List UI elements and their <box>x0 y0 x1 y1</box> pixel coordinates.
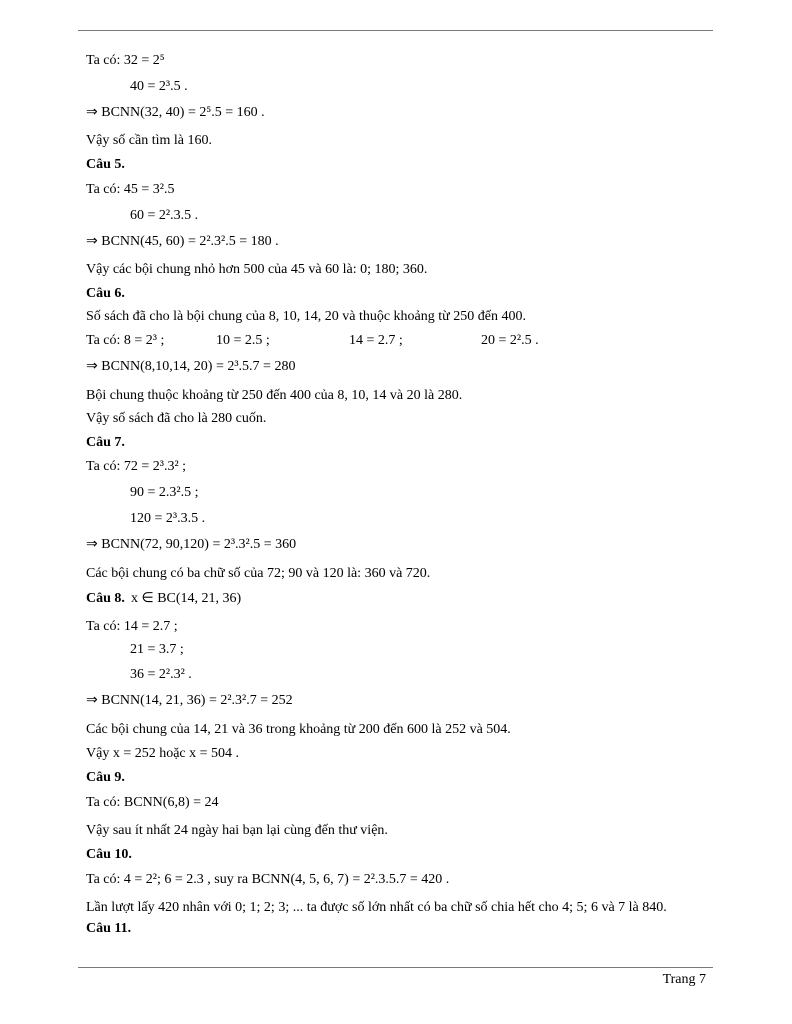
question-heading: Câu 8. <box>86 591 125 606</box>
question-heading: Câu 6. <box>86 286 125 301</box>
question-heading: Câu 7. <box>86 435 125 450</box>
text-line: x ∈ BC(14, 21, 36) <box>131 591 242 606</box>
text-line: Vậy x = 252 hoặc x = 504 . <box>86 746 240 761</box>
text-line: Ta có: 45 = 3².5 <box>86 182 175 197</box>
header-rule <box>78 30 713 31</box>
text-line: ⇒ BCNN(8,10,14, 20) = 2³.5.7 = 280 <box>86 359 296 374</box>
text-line: Vậy sau ít nhất 24 ngày hai bạn lại cùng đến thư viện. <box>86 823 388 838</box>
text-line: 10 = 2.5 ; <box>216 333 270 348</box>
text-line: Ta có: 4 = 2²; 6 = 2.3 , suy ra BCNN(4, 5, 6, 7) = 2².3.5.7 = 420 . <box>86 872 450 887</box>
text-line: 14 = 2.7 ; <box>349 333 403 348</box>
text-line: 60 = 2².3.5 . <box>130 208 199 223</box>
text-line: 36 = 2².3² . <box>130 667 192 682</box>
text-line: 20 = 2².5 . <box>481 333 539 348</box>
text-line: ⇒ BCNN(14, 21, 36) = 2².3².7 = 252 <box>86 693 293 708</box>
text-line: ⇒ BCNN(32, 40) = 2⁵.5 = 160 . <box>86 105 265 120</box>
text-line: Các bội chung có ba chữ số của 72; 90 và 120 là: 360 và 720. <box>86 566 431 581</box>
text-line: 21 = 3.7 ; <box>130 642 184 657</box>
text-line: Bội chung thuộc khoảng từ 250 đến 400 của 8, 10, 14 và 20 là 280. <box>86 388 463 403</box>
question-heading: Câu 9. <box>86 770 125 785</box>
text-line: Ta có: 14 = 2.7 ; <box>86 619 178 634</box>
page-number: Trang 7 <box>662 972 706 987</box>
text-line: Lần lượt lấy 420 nhân với 0; 1; 2; 3; ... ta được số lớn nhất có ba chữ số chia hết cho 4; 5; 6 và 7 là 840. <box>86 900 667 915</box>
footer-rule <box>78 967 713 968</box>
text-line: 40 = 2³.5 . <box>130 79 188 94</box>
text-line: 120 = 2³.3.5 . <box>130 511 206 526</box>
text-line: Ta có: BCNN(6,8) = 24 <box>86 795 219 810</box>
text-line: Ta có: 72 = 2³.3² ; <box>86 459 187 474</box>
question-heading: Câu 5. <box>86 157 125 172</box>
text-line: Số sách đã cho là bội chung của 8, 10, 14, 20 và thuộc khoảng từ 250 đến 400. <box>86 309 526 324</box>
text-line: Các bội chung của 14, 21 và 36 trong khoảng từ 200 đến 600 là 252 và 504. <box>86 722 511 737</box>
text-line: ⇒ BCNN(45, 60) = 2².3².5 = 180 . <box>86 234 279 249</box>
text-line: Ta có: 8 = 2³ ; <box>86 333 165 348</box>
text-line: Vậy số cần tìm là 160. <box>86 133 212 148</box>
text-line: ⇒ BCNN(72, 90,120) = 2³.3².5 = 360 <box>86 537 297 552</box>
text-line: Vậy các bội chung nhỏ hơn 500 của 45 và 60 là: 0; 180; 360. <box>86 262 428 277</box>
text-line: Ta có: 32 = 2⁵ <box>86 53 165 68</box>
text-line: 90 = 2.3².5 ; <box>130 485 199 500</box>
text-line: Vậy số sách đã cho là 280 cuốn. <box>86 411 267 426</box>
question-heading: Câu 10. <box>86 847 132 862</box>
question-heading: Câu 11. <box>86 921 132 936</box>
